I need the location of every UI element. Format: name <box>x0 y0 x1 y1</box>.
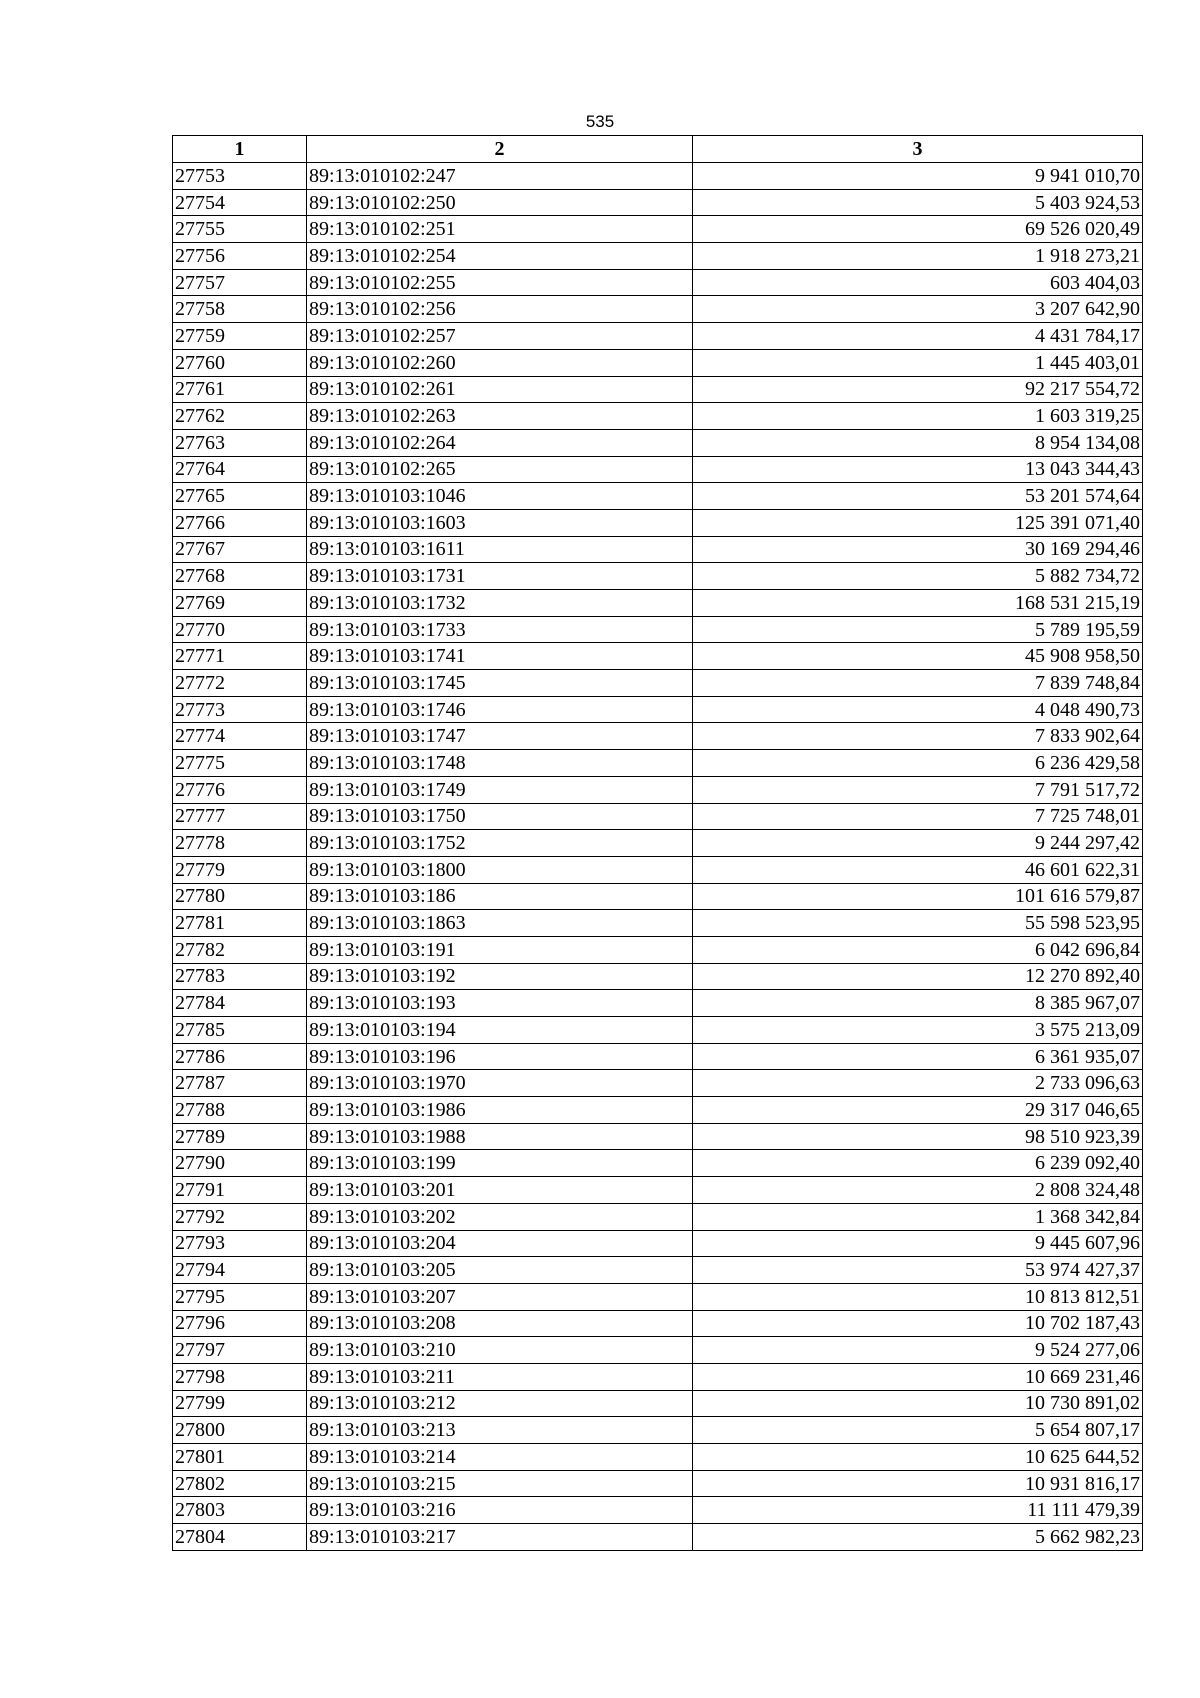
table-row <box>173 936 1143 963</box>
cadastral-number-cell: 89:13:010103:192 <box>307 963 693 990</box>
cadastral-number-cell: 89:13:010103:1733 <box>307 616 693 643</box>
row-number-cell: 27799 <box>173 1390 307 1417</box>
cadastral-number-cell: 89:13:010103:1745 <box>307 670 693 697</box>
row-number-cell: 27766 <box>173 509 307 536</box>
value-cell: 3 207 642,90 <box>693 296 1143 323</box>
table-row <box>173 216 1143 243</box>
table-row <box>173 776 1143 803</box>
table-row <box>173 1097 1143 1124</box>
value-cell: 29 317 046,65 <box>693 1097 1143 1124</box>
table-row <box>173 1043 1143 1070</box>
table-row <box>173 376 1143 403</box>
value-cell: 6 042 696,84 <box>693 936 1143 963</box>
row-number-cell: 27759 <box>173 323 307 350</box>
cadastral-number-cell: 89:13:010103:211 <box>307 1363 693 1390</box>
cadastral-number-cell: 89:13:010103:1988 <box>307 1123 693 1150</box>
row-number-cell: 27774 <box>173 723 307 750</box>
value-cell: 4 431 784,17 <box>693 323 1143 350</box>
row-number-cell: 27769 <box>173 590 307 617</box>
value-cell: 1 368 342,84 <box>693 1203 1143 1230</box>
row-number-cell: 27758 <box>173 296 307 323</box>
cadastral-number-cell: 89:13:010103:1748 <box>307 750 693 777</box>
row-number-cell: 27761 <box>173 376 307 403</box>
row-number-cell: 27791 <box>173 1177 307 1204</box>
row-number-cell: 27772 <box>173 670 307 697</box>
row-number-cell: 27771 <box>173 643 307 670</box>
cadastral-number-cell: 89:13:010103:215 <box>307 1470 693 1497</box>
row-number-cell: 27800 <box>173 1417 307 1444</box>
cadastral-number-cell: 89:13:010102:256 <box>307 296 693 323</box>
value-cell: 6 239 092,40 <box>693 1150 1143 1177</box>
value-cell: 4 048 490,73 <box>693 696 1143 723</box>
value-cell: 11 111 479,39 <box>693 1497 1143 1524</box>
row-number-cell: 27785 <box>173 1017 307 1044</box>
table-row <box>173 1257 1143 1284</box>
value-cell: 7 791 517,72 <box>693 776 1143 803</box>
table-row <box>173 1444 1143 1471</box>
cadastral-number-cell: 89:13:010103:1986 <box>307 1097 693 1124</box>
row-number-cell: 27783 <box>173 963 307 990</box>
value-cell: 30 169 294,46 <box>693 536 1143 563</box>
row-number-cell: 27762 <box>173 403 307 430</box>
table-row <box>173 349 1143 376</box>
table-row <box>173 590 1143 617</box>
data-table <box>172 135 1143 1551</box>
table-row <box>173 616 1143 643</box>
table-row <box>173 1310 1143 1337</box>
row-number-cell: 27801 <box>173 1444 307 1471</box>
value-cell: 2 733 096,63 <box>693 1070 1143 1097</box>
cadastral-number-cell: 89:13:010103:201 <box>307 1177 693 1204</box>
cadastral-number-cell: 89:13:010102:257 <box>307 323 693 350</box>
cadastral-number-cell: 89:13:010103:1752 <box>307 830 693 857</box>
cadastral-number-cell: 89:13:010103:194 <box>307 1017 693 1044</box>
value-cell: 9 244 297,42 <box>693 830 1143 857</box>
row-number-cell: 27789 <box>173 1123 307 1150</box>
table-row <box>173 536 1143 563</box>
table-row <box>173 803 1143 830</box>
cadastral-number-cell: 89:13:010103:191 <box>307 936 693 963</box>
table-row <box>173 189 1143 216</box>
table-row <box>173 883 1143 910</box>
cadastral-number-cell: 89:13:010103:210 <box>307 1337 693 1364</box>
cadastral-number-cell: 89:13:010103:1746 <box>307 696 693 723</box>
value-cell: 10 669 231,46 <box>693 1363 1143 1390</box>
value-cell: 5 403 924,53 <box>693 189 1143 216</box>
row-number-cell: 27779 <box>173 856 307 883</box>
table-row <box>173 483 1143 510</box>
row-number-cell: 27794 <box>173 1257 307 1284</box>
row-number-cell: 27765 <box>173 483 307 510</box>
value-cell: 5 789 195,59 <box>693 616 1143 643</box>
table-row <box>173 563 1143 590</box>
table-row <box>173 1177 1143 1204</box>
table-row <box>173 429 1143 456</box>
value-cell: 6 236 429,58 <box>693 750 1143 777</box>
row-number-cell: 27797 <box>173 1337 307 1364</box>
cadastral-number-cell: 89:13:010103:1741 <box>307 643 693 670</box>
value-cell: 9 445 607,96 <box>693 1230 1143 1257</box>
cadastral-number-cell: 89:13:010102:251 <box>307 216 693 243</box>
value-cell: 8 385 967,07 <box>693 990 1143 1017</box>
row-number-cell: 27780 <box>173 883 307 910</box>
value-cell: 45 908 958,50 <box>693 643 1143 670</box>
table-row <box>173 456 1143 483</box>
table-row <box>173 1283 1143 1310</box>
value-cell: 9 941 010,70 <box>693 163 1143 190</box>
value-cell: 69 526 020,49 <box>693 216 1143 243</box>
cadastral-number-cell: 89:13:010102:264 <box>307 429 693 456</box>
row-number-cell: 27804 <box>173 1524 307 1551</box>
cadastral-number-cell: 89:13:010102:247 <box>307 163 693 190</box>
cadastral-number-cell: 89:13:010103:207 <box>307 1283 693 1310</box>
table-row <box>173 856 1143 883</box>
cadastral-number-cell: 89:13:010103:217 <box>307 1524 693 1551</box>
cadastral-number-cell: 89:13:010103:202 <box>307 1203 693 1230</box>
cadastral-number-cell: 89:13:010102:263 <box>307 403 693 430</box>
table-row <box>173 990 1143 1017</box>
table-row <box>173 1470 1143 1497</box>
column-header-3: 3 <box>693 136 1143 163</box>
value-cell: 3 575 213,09 <box>693 1017 1143 1044</box>
table-row <box>173 830 1143 857</box>
cadastral-number-cell: 89:13:010103:1731 <box>307 563 693 590</box>
row-number-cell: 27782 <box>173 936 307 963</box>
row-number-cell: 27781 <box>173 910 307 937</box>
table-row <box>173 723 1143 750</box>
table-row <box>173 1230 1143 1257</box>
row-number-cell: 27767 <box>173 536 307 563</box>
table-row <box>173 1390 1143 1417</box>
table-row <box>173 243 1143 270</box>
row-number-cell: 27756 <box>173 243 307 270</box>
cadastral-number-cell: 89:13:010103:199 <box>307 1150 693 1177</box>
value-cell: 5 654 807,17 <box>693 1417 1143 1444</box>
table-row <box>173 1017 1143 1044</box>
row-number-cell: 27777 <box>173 803 307 830</box>
table-row <box>173 963 1143 990</box>
cadastral-number-cell: 89:13:010102:250 <box>307 189 693 216</box>
table-row <box>173 323 1143 350</box>
column-header-2: 2 <box>307 136 693 163</box>
cadastral-number-cell: 89:13:010103:186 <box>307 883 693 910</box>
row-number-cell: 27787 <box>173 1070 307 1097</box>
cadastral-number-cell: 89:13:010103:1603 <box>307 509 693 536</box>
table-row <box>173 1524 1143 1551</box>
cadastral-number-cell: 89:13:010102:260 <box>307 349 693 376</box>
value-cell: 603 404,03 <box>693 269 1143 296</box>
cadastral-number-cell: 89:13:010103:193 <box>307 990 693 1017</box>
value-cell: 98 510 923,39 <box>693 1123 1143 1150</box>
cadastral-number-cell: 89:13:010103:1970 <box>307 1070 693 1097</box>
header-row <box>173 136 1143 163</box>
table-row <box>173 269 1143 296</box>
value-cell: 10 702 187,43 <box>693 1310 1143 1337</box>
row-number-cell: 27773 <box>173 696 307 723</box>
cadastral-number-cell: 89:13:010103:196 <box>307 1043 693 1070</box>
column-header-1: 1 <box>173 136 307 163</box>
table-row <box>173 1417 1143 1444</box>
table-row <box>173 750 1143 777</box>
table-row <box>173 1203 1143 1230</box>
table-row <box>173 910 1143 937</box>
cadastral-number-cell: 89:13:010103:1863 <box>307 910 693 937</box>
value-cell: 101 616 579,87 <box>693 883 1143 910</box>
cadastral-number-cell: 89:13:010103:1749 <box>307 776 693 803</box>
table-row <box>173 1123 1143 1150</box>
row-number-cell: 27802 <box>173 1470 307 1497</box>
value-cell: 46 601 622,31 <box>693 856 1143 883</box>
table-header <box>173 136 1143 163</box>
cadastral-number-cell: 89:13:010103:1800 <box>307 856 693 883</box>
table-row <box>173 163 1143 190</box>
value-cell: 10 625 644,52 <box>693 1444 1143 1471</box>
row-number-cell: 27786 <box>173 1043 307 1070</box>
table-row <box>173 696 1143 723</box>
value-cell: 5 882 734,72 <box>693 563 1143 590</box>
table-row <box>173 296 1143 323</box>
value-cell: 7 839 748,84 <box>693 670 1143 697</box>
row-number-cell: 27753 <box>173 163 307 190</box>
row-number-cell: 27795 <box>173 1283 307 1310</box>
cadastral-number-cell: 89:13:010103:208 <box>307 1310 693 1337</box>
value-cell: 8 954 134,08 <box>693 429 1143 456</box>
value-cell: 92 217 554,72 <box>693 376 1143 403</box>
row-number-cell: 27803 <box>173 1497 307 1524</box>
value-cell: 5 662 982,23 <box>693 1524 1143 1551</box>
value-cell: 1 918 273,21 <box>693 243 1143 270</box>
value-cell: 1 445 403,01 <box>693 349 1143 376</box>
row-number-cell: 27754 <box>173 189 307 216</box>
cadastral-number-cell: 89:13:010103:205 <box>307 1257 693 1284</box>
row-number-cell: 27778 <box>173 830 307 857</box>
row-number-cell: 27755 <box>173 216 307 243</box>
cadastral-number-cell: 89:13:010102:255 <box>307 269 693 296</box>
row-number-cell: 27776 <box>173 776 307 803</box>
cadastral-number-cell: 89:13:010102:265 <box>307 456 693 483</box>
table-row <box>173 403 1143 430</box>
value-cell: 13 043 344,43 <box>693 456 1143 483</box>
value-cell: 55 598 523,95 <box>693 910 1143 937</box>
cadastral-number-cell: 89:13:010103:216 <box>307 1497 693 1524</box>
row-number-cell: 27784 <box>173 990 307 1017</box>
value-cell: 53 201 574,64 <box>693 483 1143 510</box>
row-number-cell: 27760 <box>173 349 307 376</box>
row-number-cell: 27792 <box>173 1203 307 1230</box>
value-cell: 10 813 812,51 <box>693 1283 1143 1310</box>
cadastral-number-cell: 89:13:010103:214 <box>307 1444 693 1471</box>
cadastral-number-cell: 89:13:010103:1750 <box>307 803 693 830</box>
cadastral-number-cell: 89:13:010102:254 <box>307 243 693 270</box>
value-cell: 10 730 891,02 <box>693 1390 1143 1417</box>
value-cell: 7 833 902,64 <box>693 723 1143 750</box>
table-row <box>173 643 1143 670</box>
row-number-cell: 27768 <box>173 563 307 590</box>
page-number: 535 <box>585 112 615 131</box>
table-row <box>173 1150 1143 1177</box>
cadastral-number-cell: 89:13:010103:1732 <box>307 590 693 617</box>
row-number-cell: 27790 <box>173 1150 307 1177</box>
value-cell: 1 603 319,25 <box>693 403 1143 430</box>
cadastral-number-cell: 89:13:010103:212 <box>307 1390 693 1417</box>
cadastral-number-cell: 89:13:010103:204 <box>307 1230 693 1257</box>
cadastral-number-cell: 89:13:010102:261 <box>307 376 693 403</box>
table-row <box>173 1363 1143 1390</box>
row-number-cell: 27796 <box>173 1310 307 1337</box>
table-row <box>173 509 1143 536</box>
row-number-cell: 27770 <box>173 616 307 643</box>
cadastral-number-cell: 89:13:010103:1046 <box>307 483 693 510</box>
cadastral-number-cell: 89:13:010103:1747 <box>307 723 693 750</box>
value-cell: 125 391 071,40 <box>693 509 1143 536</box>
value-cell: 10 931 816,17 <box>693 1470 1143 1497</box>
row-number-cell: 27757 <box>173 269 307 296</box>
table-body <box>173 163 1143 1551</box>
table-row <box>173 1070 1143 1097</box>
row-number-cell: 27788 <box>173 1097 307 1124</box>
value-cell: 2 808 324,48 <box>693 1177 1143 1204</box>
row-number-cell: 27793 <box>173 1230 307 1257</box>
value-cell: 12 270 892,40 <box>693 963 1143 990</box>
value-cell: 9 524 277,06 <box>693 1337 1143 1364</box>
table-row <box>173 1497 1143 1524</box>
value-cell: 53 974 427,37 <box>693 1257 1143 1284</box>
value-cell: 6 361 935,07 <box>693 1043 1143 1070</box>
row-number-cell: 27764 <box>173 456 307 483</box>
value-cell: 168 531 215,19 <box>693 590 1143 617</box>
value-cell: 7 725 748,01 <box>693 803 1143 830</box>
table-row <box>173 1337 1143 1364</box>
cadastral-number-cell: 89:13:010103:1611 <box>307 536 693 563</box>
cadastral-number-cell: 89:13:010103:213 <box>307 1417 693 1444</box>
row-number-cell: 27798 <box>173 1363 307 1390</box>
row-number-cell: 27763 <box>173 429 307 456</box>
row-number-cell: 27775 <box>173 750 307 777</box>
table-row <box>173 670 1143 697</box>
